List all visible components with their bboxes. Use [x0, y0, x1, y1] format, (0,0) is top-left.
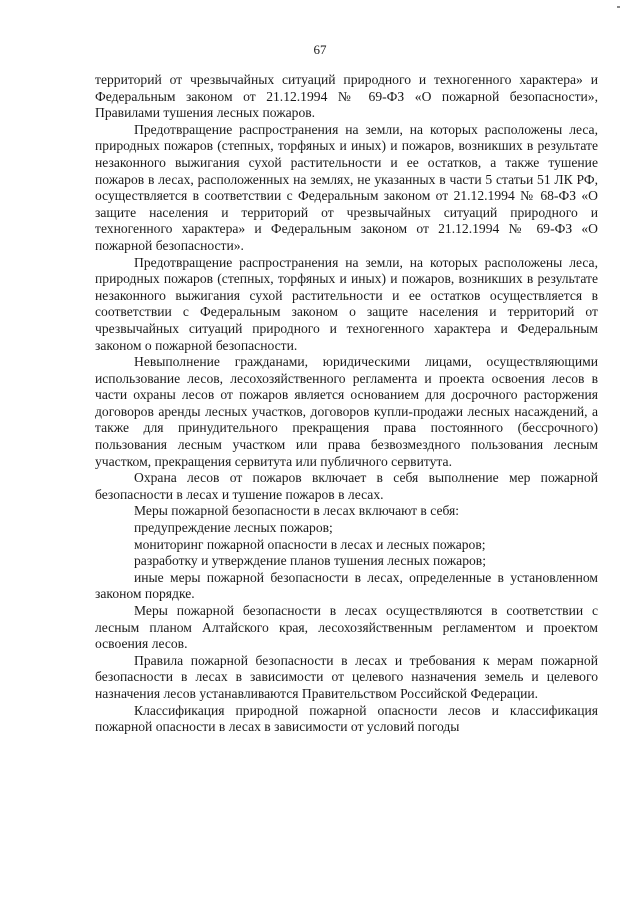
paragraph-7: Меры пожарной безопасности в лесах осуществляются в соответствии с лесным планом Алтайского края, лесохозяйственным регламентом и проектом освоения лесов.	[95, 603, 598, 652]
list-item-3: разработку и утверждение планов тушения лесных пожаров;	[134, 553, 486, 569]
paragraph-4: Невыполнение гражданами, юридическими лицами, осуществляющими использование лесов, лесохозяйственного регламента и проекта освоения лесов в части охраны лесов от пожаров является основанием для досрочного расторжения договоров аренды лесных участков, договоров купли-продажи лесных насаждений, а также для принудительного прекращения права постоянного (бессрочного) пользования лесным участком или права безвозмездного пользования лесным участком, прекращения сервитута или публичного сервитута.	[95, 354, 598, 469]
paragraph-5: Охрана лесов от пожаров включает в себя выполнение мер пожарной безопасности в лесах и тушение пожаров в лесах.	[95, 470, 598, 502]
list-item-1: предупреждение лесных пожаров;	[134, 520, 333, 536]
list-item-2: мониторинг пожарной опасности в лесах и лесных пожаров;	[134, 536, 486, 552]
paragraph-9: Классификация природной пожарной опасности лесов и классификация пожарной опасности в лесах в зависимости от условий погоды	[95, 702, 598, 735]
page-number: 67	[313, 42, 327, 57]
body-text	[95, 72, 598, 736]
paragraph-8: Правила пожарной безопасности в лесах и требования к мерам пожарной безопасности в лесах в зависимости от целевого назначения земель и целевого назначения лесов устанавливаются Правительством Российской Федерации.	[95, 652, 598, 701]
paragraph-6: Меры пожарной безопасности в лесах включают в себя:	[134, 503, 460, 519]
scan-mark	[617, 6, 620, 8]
paragraph-1: территорий от чрезвычайных ситуаций природного и техногенного характера» и Федеральным законом от 21.12.1994 № 69-ФЗ «О пожарной безопасности», Правилами тушения лесных пожаров.	[95, 72, 598, 121]
paragraph-3: Предотвращение распространения на земли, на которых расположены леса, природных пожаров (степных, торфяных и иных) и пожаров, возникших в результате незаконного выжигания сухой растительности и ее остатков осуществляется в соответствии с Федеральным законом о защите населения и территорий от чрезвычайных ситуаций природного и техногенного характера и Федеральным законом о пожарной безопасности.	[95, 254, 598, 353]
paragraph-2: Предотвращение распространения на земли, на которых расположены леса, природных пожаров (степных, торфяных и иных) и пожаров, возникших в результате незаконного выжигания сухой растительности и ее остатков, а также тушение пожаров в лесах, расположенных на землях, не указанных в части 5 статьи 51 ЛК РФ, осуществляется в соответствии с Федеральным законом от 21.12.1994 № 68-ФЗ «О защите населения и территорий от чрезвычайных ситуаций природного и техногенного характера» и Федеральным законом от 21.12.1994 № 69-ФЗ «О пожарной безопасности».	[95, 121, 598, 253]
list-item-4: иные меры пожарной безопасности в лесах, определенные в установленном законом порядке.	[95, 569, 598, 602]
